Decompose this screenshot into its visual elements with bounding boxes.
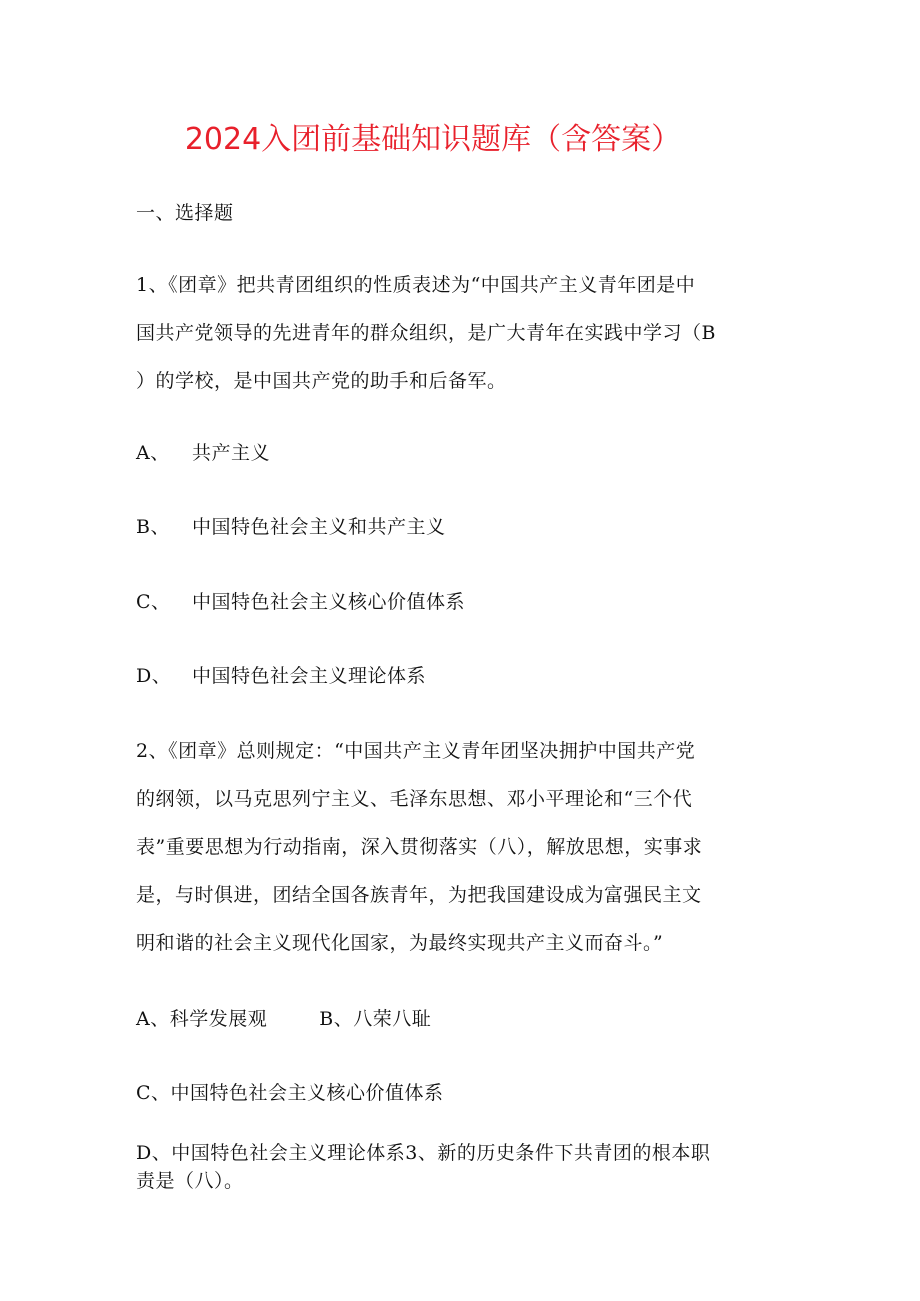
q1-line-1: 1、《团章》把共青团组织的性质表述为“中国共产主义青年团是中 — [136, 274, 696, 296]
option-letter: C、 — [136, 591, 171, 613]
option-text: 中国特色社会主义理论体系 — [192, 665, 427, 687]
option-text: 中国特色社会主义核心价值体系 — [192, 591, 466, 613]
q1-line-2: 国共产党领导的先进青年的群众组织，是广大青年在实践中学习（B — [136, 322, 716, 344]
page-title: 2024入团前基础知识题库（含答案） — [184, 122, 682, 157]
q1-option-b — [136, 514, 786, 540]
q2-options-ab — [136, 1006, 786, 1032]
q2-line-4: 是，与时俱进，团结全国各族青年，为把我国建设成为富强民主文 — [136, 884, 702, 906]
option-text: 中国特色社会主义和共产主义 — [192, 516, 446, 538]
q1-line-3: ）的学校，是中国共产党的助手和后备军。 — [136, 370, 507, 392]
q2-line-1: 2、《团章》总则规定：“中国共产主义青年团坚决拥护中国共产党 — [136, 740, 696, 762]
option-letter: D、 — [136, 665, 172, 687]
q1-option-d — [136, 663, 786, 689]
option-text: 共产主义 — [192, 442, 271, 464]
q1-option-a — [136, 440, 786, 466]
q2-line-3: 表”重要思想为行动指南，深入贯彻落实（八），解放思想，实事求 — [136, 836, 703, 858]
q2-option-c: C、中国特色社会主义核心价值体系 — [136, 1082, 444, 1104]
option-letter: B、 — [136, 516, 170, 538]
q2-option-a: A、科学发展观 — [136, 1008, 268, 1030]
q2-option-d-q3-line-1: D、中国特色社会主义理论体系3、新的历史条件下共青团的根本职 — [136, 1142, 711, 1164]
option-letter: A、 — [136, 442, 170, 464]
q1-option-c — [136, 589, 786, 615]
section-heading: 一、选择题 — [136, 202, 234, 224]
q3-line-2: 责是（八）。 — [136, 1170, 244, 1192]
q2-line-2: 的纲领，以马克思列宁主义、毛泽东思想、邓小平理论和“三个代 — [136, 788, 693, 810]
q2-line-5: 明和谐的社会主义现代化国家，为最终实现共产主义而奋斗。” — [136, 932, 664, 954]
q2-option-b: B、八荣八耻 — [319, 1008, 432, 1030]
